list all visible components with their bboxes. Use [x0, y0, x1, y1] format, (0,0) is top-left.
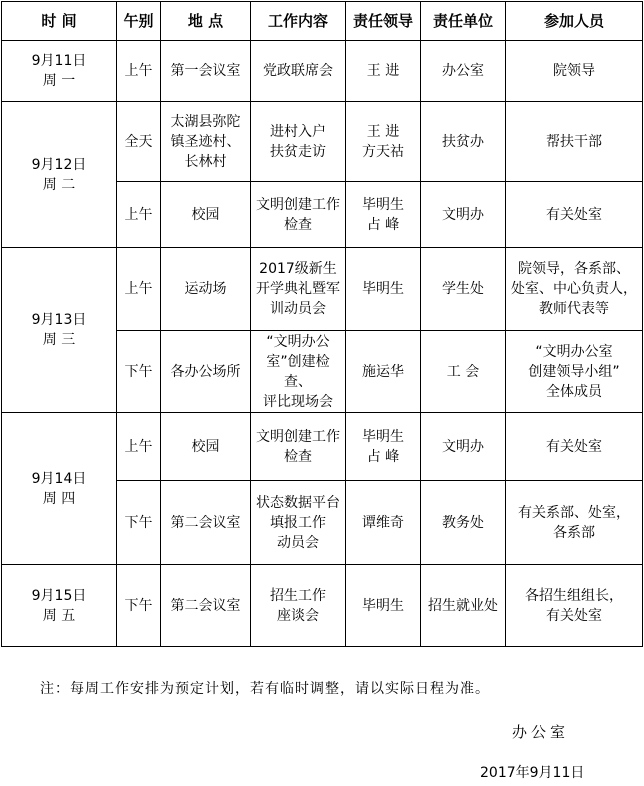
- table-row: [2, 102, 643, 182]
- leader-cell: 王 进 方天祜: [346, 102, 421, 182]
- date-cell: 9月13日 周 三: [2, 248, 117, 413]
- leader-cell: 毕明生: [346, 565, 421, 647]
- header-time: 时 间: [2, 2, 117, 41]
- table-row: [2, 565, 643, 647]
- table-row: [2, 41, 643, 102]
- period-cell: 上午: [117, 248, 161, 331]
- leader-cell: 谭维奇: [346, 481, 421, 565]
- unit-cell: 扶贫办: [421, 102, 506, 182]
- schedule-note: 注：每周工作安排为预定计划，若有临时调整，请以实际日程为准。: [40, 681, 490, 697]
- location-cell: 第二会议室: [161, 565, 251, 647]
- header-row: [2, 2, 643, 41]
- unit-cell: 工 会: [421, 331, 506, 413]
- weekly-schedule-table: [1, 1, 643, 647]
- header-period: 午别: [117, 2, 161, 41]
- period-cell: 下午: [117, 331, 161, 413]
- location-cell: 校园: [161, 413, 251, 481]
- leader-cell: 王 进: [346, 41, 421, 102]
- content-cell: 文明创建工作 检查: [251, 182, 346, 248]
- header-unit: 责任单位: [421, 2, 506, 41]
- table-row: [2, 413, 643, 481]
- unit-cell: 招生就业处: [421, 565, 506, 647]
- unit-cell: 文明办: [421, 182, 506, 248]
- period-cell: 下午: [117, 565, 161, 647]
- location-cell: 第二会议室: [161, 481, 251, 565]
- location-cell: 第一会议室: [161, 41, 251, 102]
- period-cell: 上午: [117, 182, 161, 248]
- period-cell: 上午: [117, 41, 161, 102]
- leader-cell: 毕明生: [346, 248, 421, 331]
- leader-cell: 毕明生 占 峰: [346, 182, 421, 248]
- date-cell: 9月11日 周 一: [2, 41, 117, 102]
- date-cell: 9月14日 周 四: [2, 413, 117, 565]
- header-leader: 责任领导: [346, 2, 421, 41]
- participants-cell: 院领导，各系部、 处室、中心负责人， 教师代表等: [506, 248, 643, 331]
- issue-date: 2017年9月11日: [480, 765, 585, 781]
- unit-cell: 文明办: [421, 413, 506, 481]
- content-cell: 文明创建工作 检查: [251, 413, 346, 481]
- date-cell: 9月15日 周 五: [2, 565, 117, 647]
- issuer-office: 办公室: [512, 723, 570, 741]
- participants-cell: “文明办公室 创建领导小组” 全体成员: [506, 331, 643, 413]
- location-cell: 各办公场所: [161, 331, 251, 413]
- location-cell: 校园: [161, 182, 251, 248]
- content-cell: 招生工作 座谈会: [251, 565, 346, 647]
- period-cell: 上午: [117, 413, 161, 481]
- header-content: 工作内容: [251, 2, 346, 41]
- content-cell: 进村入户 扶贫走访: [251, 102, 346, 182]
- location-cell: 太湖县弥陀 镇圣迹村、 长林村: [161, 102, 251, 182]
- content-cell: “文明办公 室”创建检查、 评比现场会: [251, 331, 346, 413]
- participants-cell: 院领导: [506, 41, 643, 102]
- participants-cell: 帮扶干部: [506, 102, 643, 182]
- leader-cell: 毕明生 占 峰: [346, 413, 421, 481]
- content-cell: 2017级新生 开学典礼暨军 训动员会: [251, 248, 346, 331]
- period-cell: 全天: [117, 102, 161, 182]
- participants-cell: 有关处室: [506, 413, 643, 481]
- table-row: [2, 248, 643, 331]
- header-participants: 参加人员: [506, 2, 643, 41]
- header-location: 地 点: [161, 2, 251, 41]
- date-cell: 9月12日 周 二: [2, 102, 117, 248]
- participants-cell: 有关系部、处室， 各系部: [506, 481, 643, 565]
- content-cell: 党政联席会: [251, 41, 346, 102]
- participants-cell: 各招生组组长， 有关处室: [506, 565, 643, 647]
- content-cell: 状态数据平台 填报工作 动员会: [251, 481, 346, 565]
- location-cell: 运动场: [161, 248, 251, 331]
- unit-cell: 教务处: [421, 481, 506, 565]
- period-cell: 下午: [117, 481, 161, 565]
- unit-cell: 办公室: [421, 41, 506, 102]
- leader-cell: 施运华: [346, 331, 421, 413]
- unit-cell: 学生处: [421, 248, 506, 331]
- participants-cell: 有关处室: [506, 182, 643, 248]
